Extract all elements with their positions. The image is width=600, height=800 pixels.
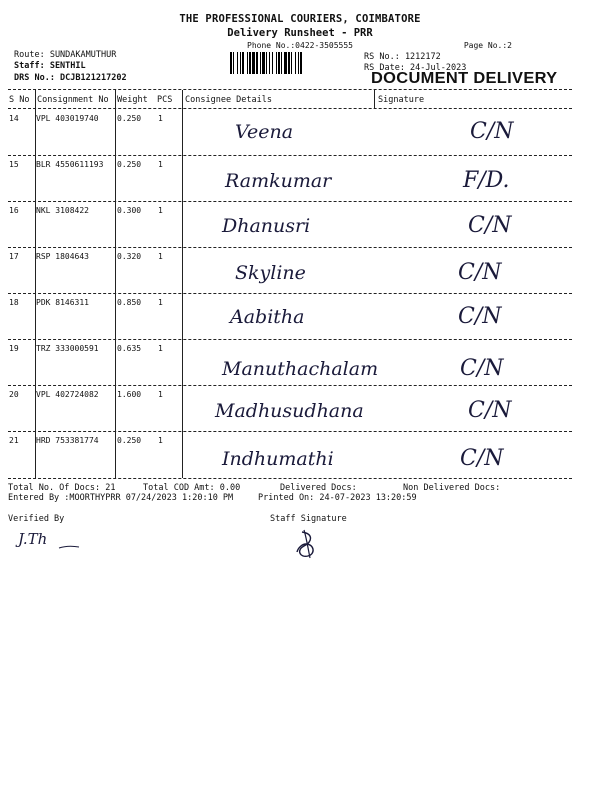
row-consignee: Skyline <box>235 262 306 284</box>
row-signature: C/N <box>460 446 504 471</box>
verifier-initials: J.Th <box>18 530 48 548</box>
row-consignment-no: RSP 1804643 <box>36 252 89 261</box>
row-separator <box>8 339 572 340</box>
row-sno: 21 <box>9 436 19 445</box>
column-rule <box>182 90 183 478</box>
total-docs: Total No. Of Docs: 21 <box>8 483 116 493</box>
row-pcs: 1 <box>158 298 163 307</box>
row-consignee: Veena <box>235 121 294 143</box>
row-signature: C/N <box>458 304 502 329</box>
column-rule <box>115 90 116 478</box>
row-signature: C/N <box>470 119 514 144</box>
non-delivered-docs: Non Delivered Docs: <box>403 483 501 493</box>
drs-number: DRS No.: DCJB121217202 <box>14 73 127 83</box>
row-consignment-no: TRZ 333000591 <box>36 344 99 353</box>
document-title: Delivery Runsheet - PRR <box>227 27 373 39</box>
company-name: THE PROFESSIONAL COURIERS, COIMBATORE <box>179 13 421 25</box>
row-consignee: Manuthachalam <box>222 358 379 380</box>
row-consignment-no: VPL 403019740 <box>36 114 99 123</box>
page-number: Page No.:2 <box>463 41 512 50</box>
row-separator <box>8 155 572 156</box>
barcode-bar <box>300 52 302 74</box>
row-consignment-no: PDK 8146311 <box>36 298 89 307</box>
col-sno: S No <box>9 95 30 105</box>
row-consignee: Indhumathi <box>222 448 334 470</box>
row-pcs: 1 <box>158 114 163 123</box>
entered-by: Entered By :MOORTHYPRR 07/24/2023 1:20:10 PM <box>8 493 234 503</box>
row-pcs: 1 <box>158 390 163 399</box>
divider <box>8 108 572 109</box>
row-sno: 17 <box>9 252 19 261</box>
total-cod: Total COD Amt: 0.00 <box>143 483 241 493</box>
phone-number: Phone No.:0422-3505555 <box>247 41 353 50</box>
col-consignment: Consignment No <box>37 95 109 105</box>
rs-date: RS Date: 24-Jul-2023 <box>364 63 467 73</box>
column-rule <box>35 90 36 478</box>
row-signature: C/N <box>460 356 504 381</box>
row-weight: 0.635 <box>117 344 142 353</box>
row-signature: F/D. <box>463 168 510 193</box>
document-delivery-banner: DOCUMENT DELIVERY <box>371 70 558 87</box>
row-weight: 0.300 <box>117 206 142 215</box>
row-pcs: 1 <box>158 252 163 261</box>
row-sno: 20 <box>9 390 19 399</box>
verifier-underline <box>58 544 80 550</box>
row-signature: C/N <box>468 398 512 423</box>
row-signature: C/N <box>468 213 512 238</box>
column-rule <box>374 90 375 108</box>
row-separator <box>8 431 572 432</box>
row-signature: C/N <box>458 260 502 285</box>
row-weight: 0.250 <box>117 436 142 445</box>
row-sno: 18 <box>9 298 19 307</box>
route: Route: SUNDAKAMUTHUR <box>14 50 117 60</box>
row-weight: 1.600 <box>117 390 142 399</box>
row-sno: 19 <box>9 344 19 353</box>
row-sno: 14 <box>9 114 19 123</box>
col-signature: Signature <box>378 95 425 105</box>
printed-on: Printed On: 24-07-2023 13:20:59 <box>258 493 417 503</box>
rs-number: RS No.: 1212172 <box>364 52 441 62</box>
verified-by-label: Verified By <box>8 514 65 524</box>
row-sno: 16 <box>9 206 19 215</box>
row-consignment-no: HRD 753381774 <box>36 436 99 445</box>
row-separator <box>8 247 572 248</box>
row-pcs: 1 <box>158 206 163 215</box>
staff-signature-label: Staff Signature <box>270 514 347 524</box>
col-pcs: PCS <box>157 95 173 105</box>
row-consignment-no: BLR 4550611193 <box>36 160 104 169</box>
staff-signature-mark <box>292 528 324 562</box>
row-weight: 0.250 <box>117 160 142 169</box>
row-consignee: Dhanusri <box>222 215 311 237</box>
row-pcs: 1 <box>158 160 163 169</box>
row-weight: 0.320 <box>117 252 142 261</box>
row-separator <box>8 293 572 294</box>
divider <box>8 478 572 479</box>
row-separator <box>8 201 572 202</box>
row-consignment-no: NKL 3108422 <box>36 206 89 215</box>
row-weight: 0.250 <box>117 114 142 123</box>
row-consignee: Ramkumar <box>225 170 332 192</box>
row-consignee: Aabitha <box>230 306 305 328</box>
barcode <box>230 52 354 74</box>
row-separator <box>8 385 572 386</box>
row-pcs: 1 <box>158 436 163 445</box>
delivered-docs: Delivered Docs: <box>280 483 357 493</box>
row-sno: 15 <box>9 160 19 169</box>
staff: Staff: SENTHIL <box>14 61 86 71</box>
row-consignment-no: VPL 402724082 <box>36 390 99 399</box>
col-consignee: Consignee Details <box>185 95 272 105</box>
row-consignee: Madhusudhana <box>215 400 364 422</box>
row-weight: 0.850 <box>117 298 142 307</box>
divider <box>8 89 572 90</box>
col-weight: Weight <box>117 95 148 105</box>
row-pcs: 1 <box>158 344 163 353</box>
